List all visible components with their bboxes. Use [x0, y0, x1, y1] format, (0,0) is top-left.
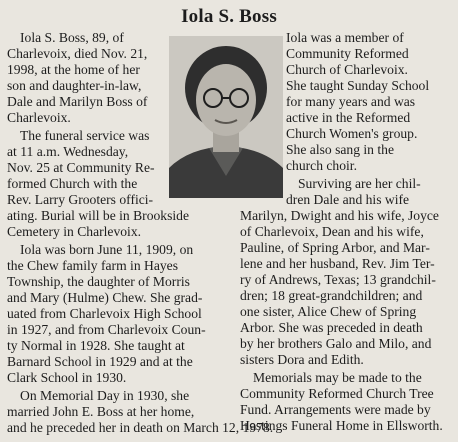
col2-line: dren Dale and his wife: [286, 192, 410, 207]
col1-line: and Mary (Hulme) Chew. She grad-: [7, 290, 203, 305]
col2-line: Marilyn, Dwight and his wife, Joyce: [240, 208, 439, 223]
obituary-title: Iola S. Boss: [181, 6, 277, 27]
col2-line: for many years and was: [286, 94, 416, 109]
col2-line: church choir.: [286, 158, 357, 173]
col2-line: She also sang in the: [286, 142, 394, 157]
col2-line: dren; 18 great-grandchildren; and: [240, 288, 423, 303]
col2-line: Iola was a member of: [286, 30, 404, 45]
col1-line: married John E. Boss at her home,: [7, 404, 195, 419]
col1-line: formed Church with the: [7, 176, 138, 191]
col1-line: Dale and Marilyn Boss of: [7, 94, 148, 109]
col1-line: The funeral service was: [20, 128, 150, 143]
col2-line: Church of Charlevoix.: [286, 62, 408, 77]
col2-line: ry of Andrews, Texas; 13 grandchil-: [240, 272, 436, 287]
col2-line: by her brothers Galo and Milo, and: [240, 336, 432, 351]
col2-line: Arbor. She was preceded in death: [240, 320, 423, 335]
col2-line: Hastings Funeral Home in Ellsworth.: [240, 418, 443, 433]
col1-line: ty Normal in 1928. She taught at: [7, 338, 185, 353]
col2-line: one sister, Alice Chew of Spring: [240, 304, 417, 319]
col2-line: Community Reformed: [286, 46, 409, 61]
col2-line: Pauline, of Spring Arbor, and Mar-: [240, 240, 430, 255]
col1-line: son and daughter-in-law,: [7, 78, 142, 93]
col1-line: Barnard School in 1929 and at the: [7, 354, 193, 369]
col1-line: Clark School in 1930.: [7, 370, 127, 385]
col1-line: 1998, at the home of her: [7, 62, 140, 77]
col1-line: Rev. Larry Grooters offici-: [7, 192, 154, 207]
col1-line: Nov. 25 at Community Re-: [7, 160, 155, 175]
portrait-photo: [169, 36, 283, 198]
col1-line: Charlevoix, died Nov. 21,: [7, 46, 148, 61]
col2-line: Church Women's group.: [286, 126, 418, 141]
col1-line: Township, the daughter of Morris: [7, 274, 190, 289]
col1-line: and he preceded her in death on March 12, 1978.: [7, 420, 274, 435]
col1-line: ating. Burial will be in Brookside: [7, 208, 189, 223]
col2-line: lene and her husband, Rev. Jim Ter-: [240, 256, 435, 271]
col1-line: Charlevoix.: [7, 110, 71, 125]
col1-line: Iola S. Boss, 89, of: [20, 30, 124, 45]
col2-line: She taught Sunday School: [286, 78, 430, 93]
col1-line: uated from Charlevoix High School: [7, 306, 202, 321]
col2-line: Surviving are her chil-: [298, 176, 421, 191]
col2-line: Community Reformed Church Tree: [240, 386, 434, 401]
col2-line: Fund. Arrangements were made by: [240, 402, 431, 417]
col1-line: On Memorial Day in 1930, she: [20, 388, 190, 403]
col1-line: Cemetery in Charlevoix.: [7, 224, 142, 239]
col2-line: of Charlevoix, Dean and his wife,: [240, 224, 424, 239]
col1-line: in 1927, and from Charlevoix Coun-: [7, 322, 206, 337]
col2-line: active in the Reformed: [286, 110, 411, 125]
col2-line: Memorials may be made to the: [253, 370, 422, 385]
col1-line: at 11 a.m. Wednesday,: [7, 144, 129, 159]
col1-line: Iola was born June 11, 1909, on: [20, 242, 194, 257]
col1-line: the Chew family farm in Hayes: [7, 258, 179, 273]
col2-line: sisters Dora and Edith.: [240, 352, 364, 367]
